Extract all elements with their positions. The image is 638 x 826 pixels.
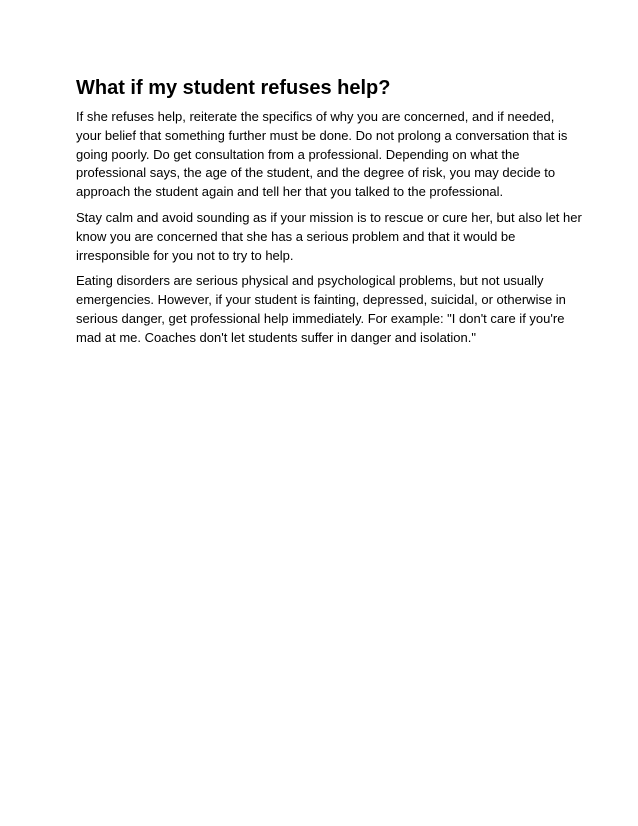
paragraph-line: If she refuses help, reiterate the specifics of why you are concerned, and if needed, (76, 109, 555, 124)
document-page (76, 76, 582, 355)
paragraph-line: emergencies. However, if your student is fainting, depressed, suicidal, or otherwise in (76, 292, 566, 308)
paragraph-line: serious danger, get professional help immediately. For example: "I don't care if you're (76, 310, 565, 326)
paragraph-eating-disorders (76, 272, 576, 347)
paragraph-line: mad at me. Coaches don't let students suffer in danger and isolation." (76, 329, 476, 345)
paragraph-line: approach the student again and tell her that you talked to the professional. (76, 184, 504, 200)
paragraph-refuses-help (76, 108, 576, 202)
paragraph-line: irresponsible for you not to try to help. (76, 247, 294, 263)
paragraph-line: professional says, the age of the student, and the degree of risk, you may decide to (76, 165, 556, 181)
paragraph-line: know you are concerned that she has a serious problem and that it would be (76, 228, 516, 244)
paragraph-line: your belief that something further must be done. Do not prolong a conversation that is (76, 127, 568, 143)
page-title: What if my student refuses help? (76, 77, 391, 99)
paragraph-line: going poorly. Do get consultation from a professional. Depending on what the (76, 146, 520, 162)
paragraph-line: Stay calm and avoid sounding as if your mission is to rescue or cure her, but also let her (76, 209, 582, 225)
paragraph-stay-calm (76, 209, 582, 265)
paragraph-line: Eating disorders are serious physical and psychological problems, but not usually (76, 273, 544, 289)
